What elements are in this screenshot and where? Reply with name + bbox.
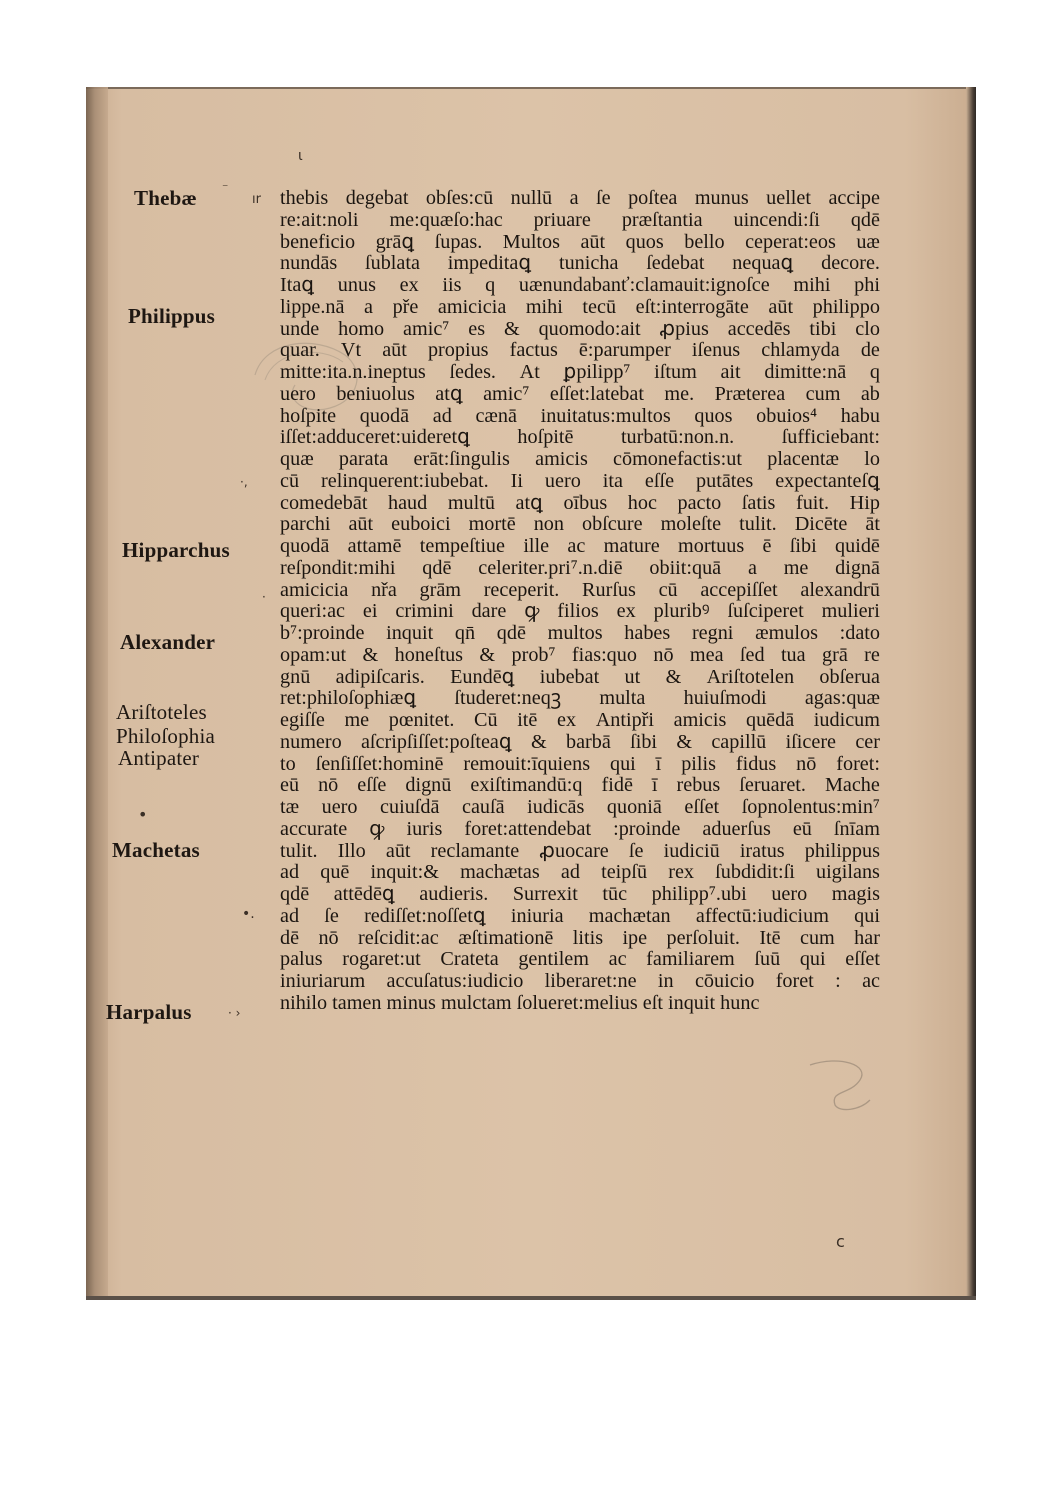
stray-mark: ır [252, 192, 261, 207]
margin-note-philippus: Philippus [128, 304, 216, 328]
text-line: quodā attamē tempeſtiue ille ac mature mortuus ē ſibi quidē [280, 535, 880, 557]
text-line: quar. Vt aūt propius factus ē:parumper iſenus chlamyda de [280, 339, 880, 362]
margin-note-aristoteles: Ariſtoteles [116, 700, 207, 724]
margin-note-antipater: Antipater [118, 746, 200, 770]
text-line: iſſet:adduceret:uideretꝗ hoſpitē turbatū:non.n. ſufficiebant: [280, 426, 880, 449]
text-line: lippe.nā a pře amicicia mihi tecū eſt:interrogāte aūt philippo [280, 295, 880, 318]
text-line: eū nō eſſe dignū exiſtimandū:q fidē ī rebus ſeruaret. Mache [280, 774, 880, 797]
text-line: nihilo tamen minus mulctam ſolueret:melius eſt inquit hunc [280, 991, 760, 1014]
text-line: cū relinquerent:iubebat. Ii uero ita eſſe putātes expectanteſꝗ [280, 469, 880, 492]
text-line: numero aſcripſiſſet:poſteaꝗ & barbā ſibi & capillū iſicere cer [280, 730, 880, 753]
text-line: dē nō reſcidit:ac æſtimationē litis ipe perſoluit. Itē cum har [280, 926, 880, 949]
text-line: uero beniuolus atꝗ amic⁷ eſſet:latebat me. Præterea cum ab [280, 382, 880, 405]
text-line: ad ſe rediſſet:noſſetꝗ iniuria machætan affectū:iudicium qui [280, 904, 880, 927]
stray-mark: ⁻ [222, 180, 229, 194]
text-line: re:ait:noli me:quæſo:hac priuare præſtantia uincendi:ſi qdē [280, 208, 880, 231]
text-line: quæ parata erāt:ſingulis amicis cōmonefactis:ut placentæ lo [280, 448, 880, 470]
text-line: opam:ut & honeſtus & prob⁷ fias:quo nō mea ſed tua grā re [280, 643, 880, 666]
stray-mark: · [262, 590, 266, 604]
text-line: reſpondit:mihi qdē celeriter.pri⁷.n.diē obiit:quā a me dignā [280, 556, 880, 579]
text-line: amicicia nřa grām receperit. Rurſus cū accepiſſet alexandrū [280, 578, 880, 601]
stray-mark: c [836, 1232, 845, 1251]
margin-note-alexander: Alexander [120, 630, 216, 654]
text-line: iniuriarum accuſatus:iudicio liberaret:ne in cōuicio foret : ac [280, 970, 880, 992]
text-line: accurate ꝙ iuris foret:attendebat :proinde aduerſus eū ſnīam [280, 817, 880, 840]
margin-note-philosophia: Philoſophia [116, 724, 216, 748]
text-line: gnū adipiſcaris. Eundēꝗ iubebat ut & Ariſtotelen obſerua [280, 665, 880, 688]
margin-note-machetas: Machetas [112, 838, 200, 862]
stray-mark: • [138, 805, 148, 824]
book-right-edge [966, 87, 976, 1300]
text-line: b⁷:proinde inquit qn̄ qdē multos habes regni æmulos :dato [280, 622, 880, 644]
margin-note-harpalus: Harpalus [106, 1000, 192, 1024]
text-line: qdē attēdēꝗ audieris. Surrexit tūc philipp⁷.ubi uero magis [280, 883, 880, 905]
margin-note-hipparchus: Hipparchus [122, 538, 230, 562]
text-line: hoſpite quodā ad cænā inuitatus:multos quos obuios⁴ habu [280, 404, 880, 427]
stray-mark: · › [228, 1006, 241, 1020]
book-bottom-edge [86, 1296, 976, 1300]
text-line: palus rogaret:ut Crateta gentilem ac familiarem ſuū qui eſſet [280, 948, 880, 971]
text-line: ret:philoſophiæꝗ ſtuderet:neqꝫ multa huiuſmodi agas:quæ [280, 687, 880, 710]
margin-note-thebae: Thebæ [134, 186, 197, 210]
text-line: Itaꝗ unus ex iis q uænundabanť:clamauit:ignoſce mihi phi [280, 274, 880, 296]
stray-mark: •. [242, 906, 255, 922]
text-line: queri:ac ei crimini dare ꝙ filios ex pluribꝰ ſuſciperet mulieri [280, 600, 880, 623]
text-line: thebis degebat obſes:cū nullū a ſe poſtea munus uellet accipe [280, 187, 880, 209]
text-line: tæ uero cuiuſdā cauſā iudicās quoniā eſſet ſopnolentus:min⁷ [280, 796, 880, 818]
text-line: comedebāt haud multū atꝗ oībus hoc pacto ſatis fuit. Hip [280, 491, 880, 514]
main-text-block [280, 188, 880, 1015]
text-line: nundās ſublata impeditaꝗ tunicha ſedebat nequaꝗ decore. [280, 252, 880, 275]
text-line: ad quē inquit:& machætas ad teipſū rex ſubdidit:ſi uigilans [280, 861, 880, 884]
stray-mark: ·, [240, 475, 248, 489]
stray-mark: ι [298, 148, 303, 164]
text-line: beneficio grāꝗ ſupas. Multos aūt quos bello ceperat:eos uæ [280, 230, 880, 253]
text-line: egiſſe me pœnitet. Cū itē ex Antipři amicis quēdā iudicum [280, 709, 880, 731]
text-line: unde homo amic⁷ es & quomodo:ait ꝓpius accedēs tibi clo [280, 317, 880, 340]
text-line: tulit. Illo aūt reclamante ꝓuocare ſe iudiciū iratus philippus [280, 839, 880, 862]
page-top-edge [86, 87, 976, 89]
book-binding-edge [86, 87, 108, 1300]
text-line: to ſenſiſſet:hominē remouit:īquiens qui ī pilis fidus nō foret: [280, 752, 880, 775]
text-line: mitte:ita.n.ineptus ſedes. At ꝑpilipp⁷ iſtum ait dimitte:nā q [280, 361, 880, 383]
text-line: parchi aūt euboici mortē non obſcure moleſte tulit. Dicēte āt [280, 513, 880, 536]
